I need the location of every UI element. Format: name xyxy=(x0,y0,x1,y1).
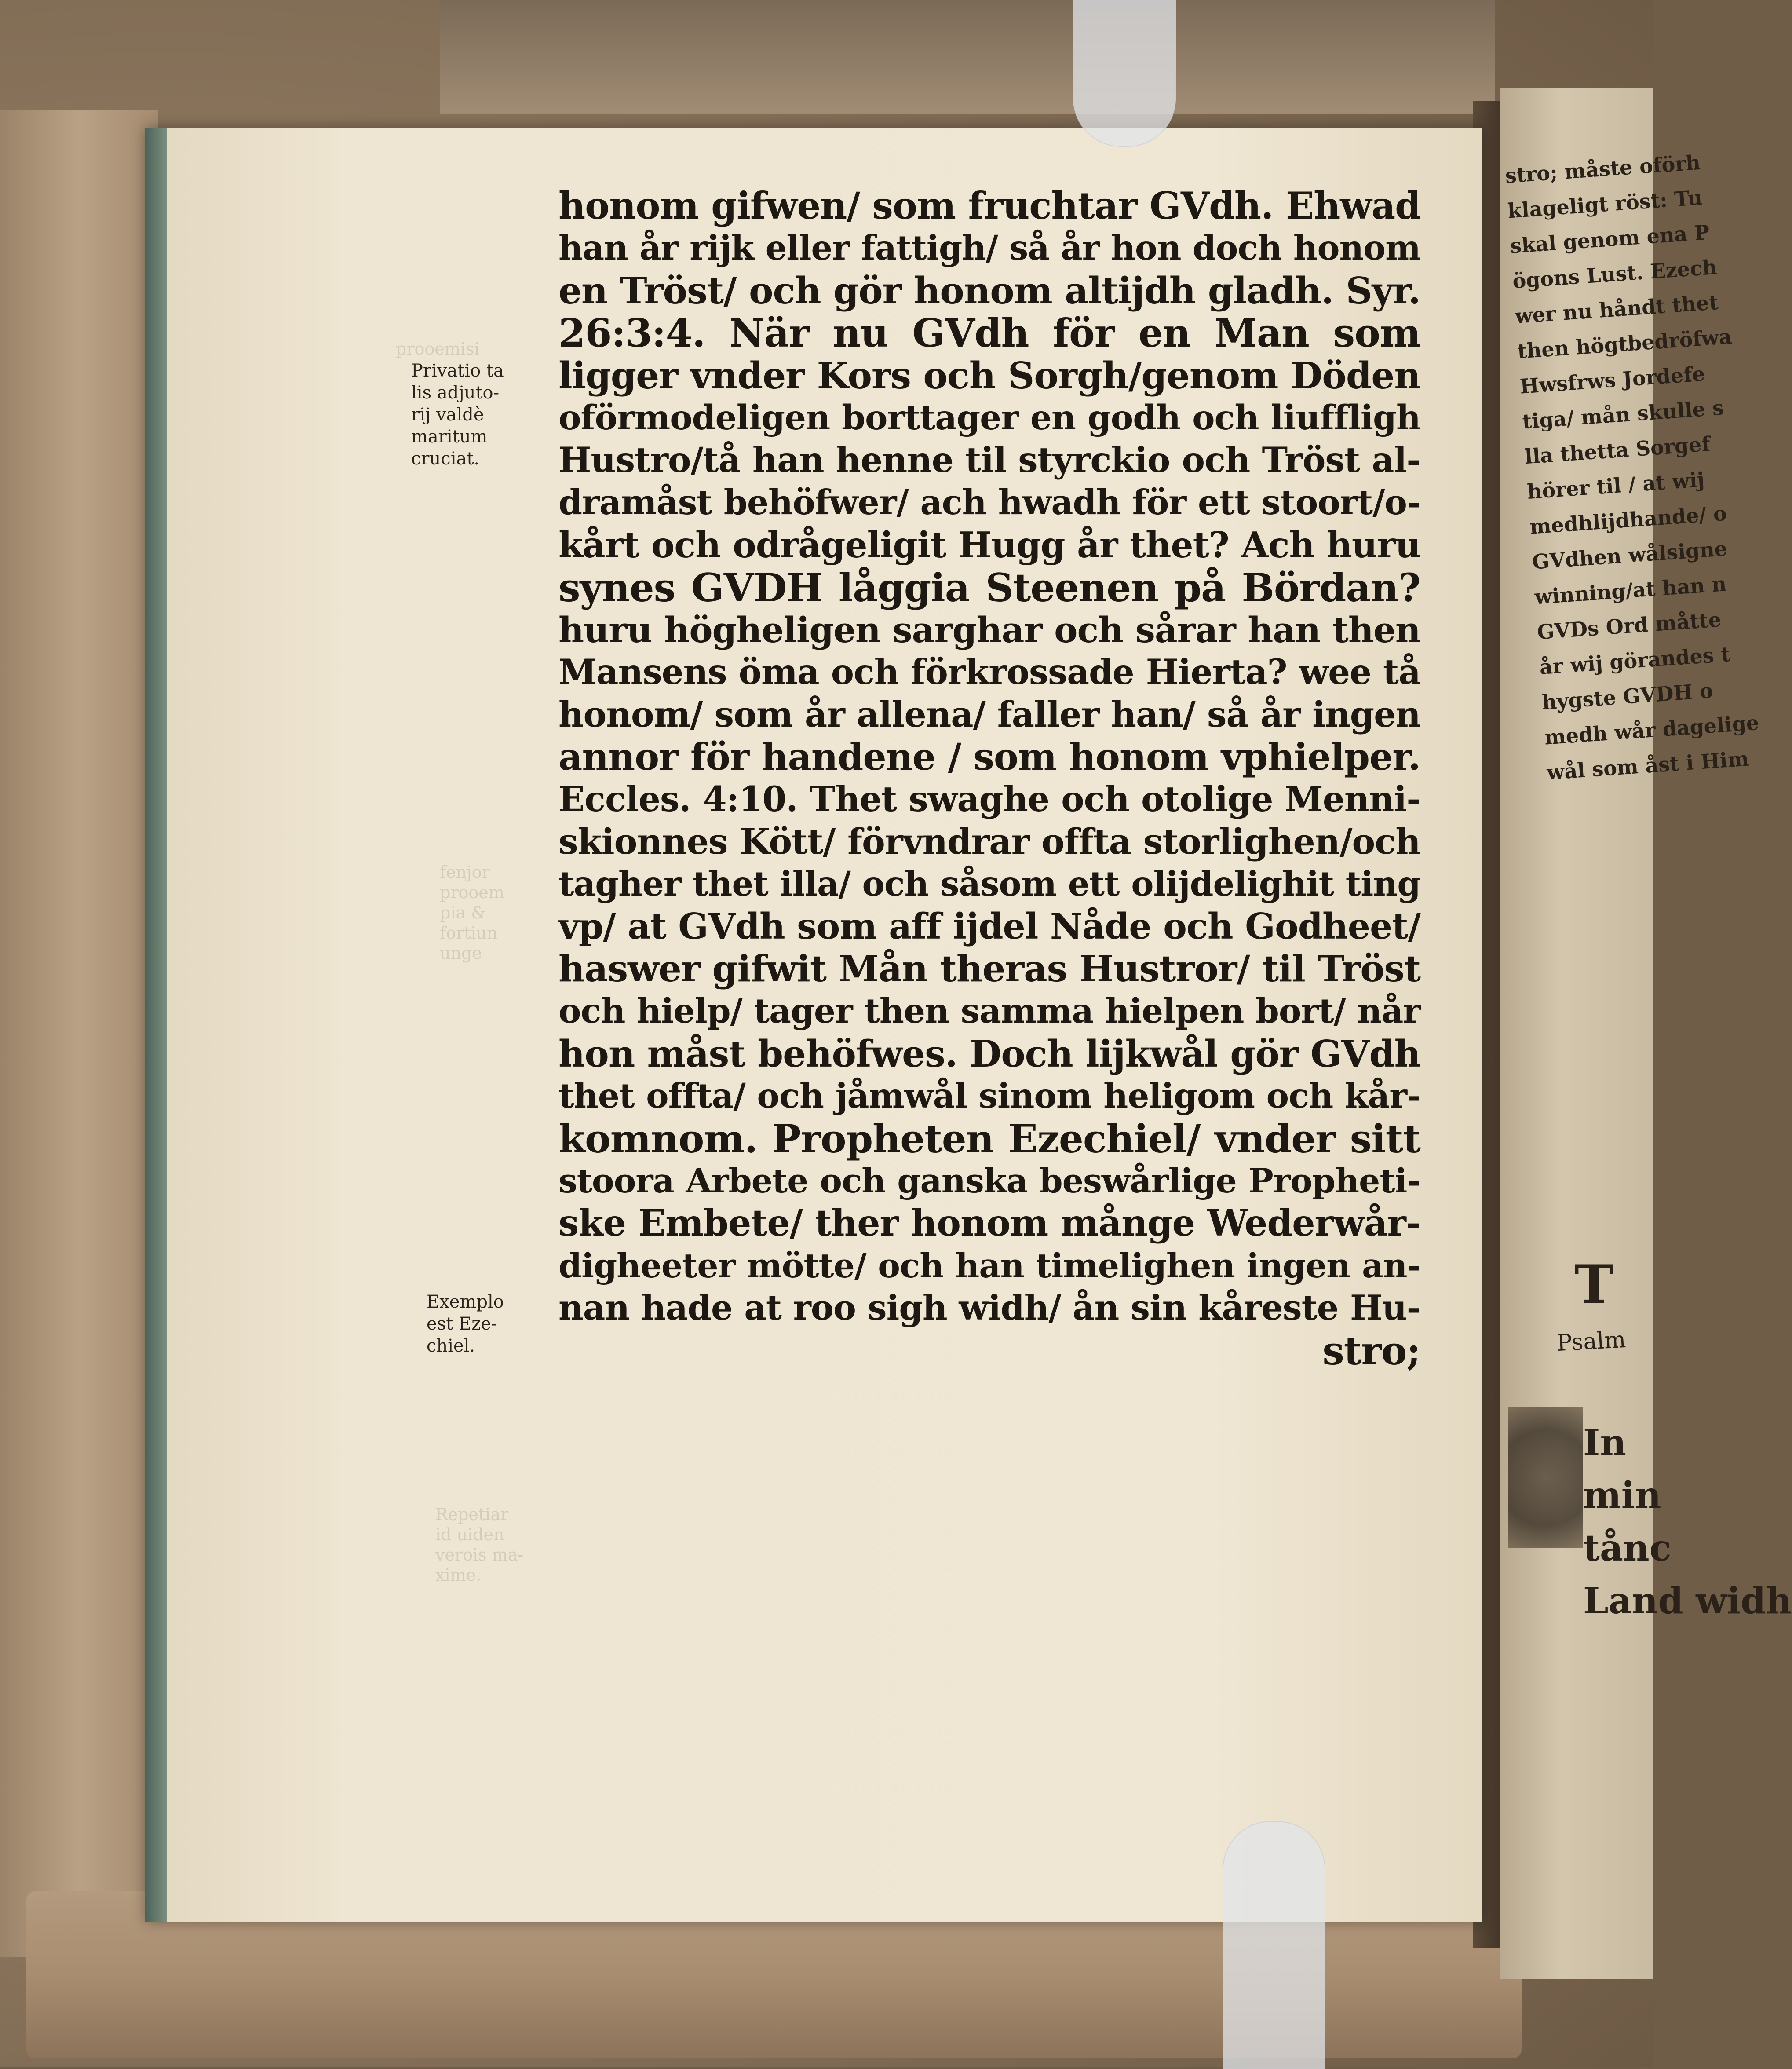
margin-note-line: cruciat. xyxy=(411,449,480,469)
verse-line: min xyxy=(1583,1474,1661,1517)
text-line: dramåst behöfwer/ ach hwadh för ett stoort/o- xyxy=(558,482,1420,523)
text-line: kårt och odrågeligit Hugg år thet? Ach huru xyxy=(558,524,1420,566)
text-line: ske Embete/ ther honom månge Wederwår- xyxy=(558,1202,1420,1245)
margin-note-line: Exemplo xyxy=(427,1292,504,1312)
text-line: tagher thet illa/ och såsom ett olijdelighit ting xyxy=(558,864,1420,904)
text-line: thet offta/ och jåmwål sinom heligom och kår- xyxy=(558,1076,1420,1116)
scanner-clip-bottom xyxy=(1223,1821,1325,2069)
text-line: annor för handene / som honom vphielper. xyxy=(558,735,1420,779)
text-line: en Tröst/ och gör honom altijdh gladh. Syr. xyxy=(558,269,1420,312)
decorated-initial xyxy=(1508,1407,1583,1548)
text-line: digheeter mötte/ och han timelighen ingen an- xyxy=(558,1246,1420,1285)
text-line: hon måst behöfwes. Doch lijkwål gör GVdh xyxy=(558,1032,1420,1075)
facing-line: wål som åst i Him xyxy=(1546,746,1750,785)
margin-note-exemplo xyxy=(427,1291,563,1357)
text-line: komnom. Propheten Ezechiel/ vnder sitt xyxy=(558,1115,1420,1162)
text-line: synes GVDH låggia Steenen på Bördan? xyxy=(558,564,1420,610)
facing-line: medh wår dagelige xyxy=(1544,710,1760,749)
main-text-block xyxy=(558,185,1420,1372)
facing-line: tiga/ mån skulle s xyxy=(1521,395,1725,434)
bleed-through-text: Repetiar id uiden verois ma- xime. xyxy=(435,1505,524,1585)
bleed-through-text: prooemisi xyxy=(396,339,480,358)
margin-note-line: lis adjuto- xyxy=(411,383,500,403)
margin-note-line: maritum xyxy=(411,427,488,447)
facing-page xyxy=(1500,88,1792,1979)
verse-line: tånc xyxy=(1583,1527,1672,1569)
facing-line: klageligt röst: Tu xyxy=(1507,185,1703,223)
facing-line: Hwsfrws Jordefe xyxy=(1519,362,1706,398)
facing-page-heading: T xyxy=(1574,1254,1614,1316)
text-line: stoora Arbete och ganska beswårlige Propheti- xyxy=(558,1161,1420,1200)
text-line: vp/ at GVdh som aff ijdel Nåde och Godheet/ xyxy=(558,905,1420,947)
text-line: honom gifwen/ som fruchtar GVdh. Ehwad xyxy=(558,184,1420,227)
text-line: Mansens öma och förkrossade Hierta? wee tå xyxy=(558,652,1420,693)
margin-note-line: Privatio ta xyxy=(411,361,504,381)
facing-line: år wij görandes t xyxy=(1539,642,1731,680)
text-line: huru högheligen sarghar och sårar han then xyxy=(558,609,1420,651)
text-line: honom/ som år allena/ faller han/ så år ingen xyxy=(558,694,1420,735)
verse-line: In xyxy=(1583,1422,1626,1464)
book-top-edge xyxy=(440,0,1495,114)
bleed-through-text: fenjor prooem pia & fortiun unge xyxy=(440,863,504,963)
text-line: stro; xyxy=(1322,1327,1420,1374)
facing-page-psalm-label: Psalm xyxy=(1556,1326,1627,1357)
facing-line: skal genom ena P xyxy=(1509,220,1711,258)
text-line: och hielp/ tager then samma hielpen bort/ når xyxy=(558,991,1420,1031)
book-cover-left xyxy=(0,110,158,1957)
facing-line: stro; måste oförh xyxy=(1504,150,1701,188)
facing-line: GVdhen wålsigne xyxy=(1531,536,1728,574)
facing-page-text xyxy=(1504,148,1760,790)
facing-line: then högtbedröfwa xyxy=(1516,324,1733,363)
facing-line: hygste GVDH o xyxy=(1541,678,1714,714)
facing-line: hörer til / at wij xyxy=(1526,468,1705,504)
text-line: han år rijk eller fattigh/ så år hon doch honom xyxy=(558,228,1420,268)
facing-line: winning/at han n xyxy=(1533,572,1727,609)
text-line: haswer gifwit Mån theras Hustror/ til Tröst xyxy=(558,947,1420,991)
text-line: oförmodeligen borttager en godh och liuffligh xyxy=(558,398,1420,438)
page-edge-gutter xyxy=(145,128,167,1922)
facing-line: GVDs Ord måtte xyxy=(1536,607,1722,644)
margin-note-line: est Eze- xyxy=(427,1314,497,1334)
facing-line: lla thetta Sorgef xyxy=(1524,431,1711,469)
margin-note-line: chiel. xyxy=(427,1336,475,1356)
facing-page-verse xyxy=(1583,1416,1792,1627)
scanner-clip-top xyxy=(1073,0,1176,147)
text-line: 26:3:4. När nu GVdh för en Man som xyxy=(558,310,1420,356)
margin-note-line: rij valdè xyxy=(411,405,484,425)
text-line: nan hade at roo sigh widh/ ån sin kåreste Hu- xyxy=(558,1288,1420,1328)
text-line: Hustro/tå han henne til styrckio och Tröst al- xyxy=(558,439,1420,481)
verse-line: Land widh xyxy=(1583,1580,1792,1622)
facing-line: ögons Lust. Ezech xyxy=(1511,255,1718,293)
text-line: Eccles. 4:10. Thet swaghe och otolige Menni- xyxy=(558,779,1420,820)
facing-line: medhlijdhande/ o xyxy=(1529,501,1728,539)
margin-note-privatio xyxy=(411,360,547,470)
text-line: ligger vnder Kors och Sorgh/genom Döden xyxy=(558,354,1420,397)
facing-line: wer nu håndt thet xyxy=(1514,290,1719,329)
text-line: skionnes Kött/ förvndrar offta storlighen/och xyxy=(558,821,1420,862)
